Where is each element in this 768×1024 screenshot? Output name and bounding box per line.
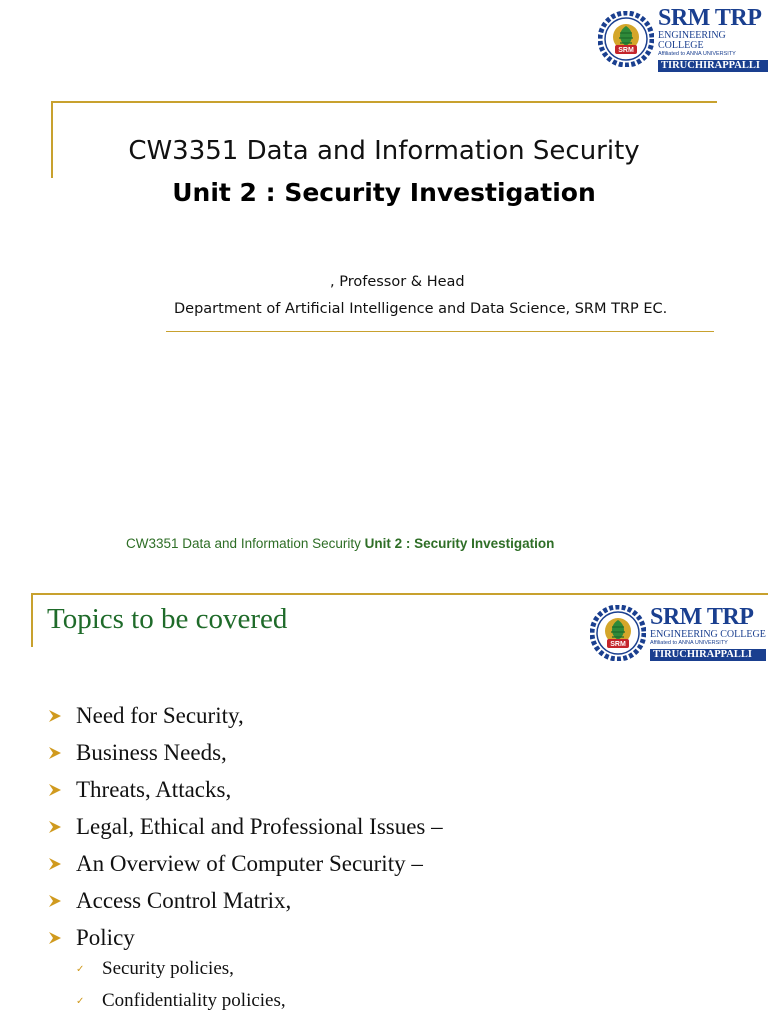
arrow-bullet-icon <box>48 894 62 908</box>
check-bullet-icon: ✓ <box>76 995 85 1007</box>
college-logo <box>590 605 766 661</box>
list-item-text: Need for Security, <box>76 702 244 728</box>
list-item <box>48 845 443 882</box>
logo-name: SRM TRP <box>658 5 762 31</box>
arrow-bullet-icon <box>48 857 62 871</box>
logo-name: SRM TRP <box>650 604 754 630</box>
footer-course: CW3351 Data and Information Security <box>126 536 365 551</box>
slide-title: CW3351 Data and Information Security <box>128 136 640 166</box>
logo-affiliation: Affiliated to ANNA UNIVERSITY <box>658 51 736 57</box>
list-item-text: Access Control Matrix, <box>76 887 292 913</box>
check-bullet-icon: ✓ <box>76 963 85 975</box>
logo-subtitle: ENGINEERING COLLEGE <box>658 30 726 51</box>
arrow-bullet-icon <box>48 783 62 797</box>
college-logo <box>598 6 768 72</box>
college-emblem-icon <box>598 11 654 67</box>
arrow-bullet-icon <box>48 746 62 760</box>
slide-footer <box>126 536 554 551</box>
list-item-text: An Overview of Computer Security – <box>76 850 423 876</box>
list-item-text: Legal, Ethical and Professional Issues – <box>76 813 443 839</box>
policy-sublist <box>76 953 286 1017</box>
list-item <box>48 734 443 771</box>
topics-list <box>48 697 443 956</box>
sub-list-item-text: Confidentiality policies, <box>102 990 286 1011</box>
department-line: Department of Artificial Intelligence and Data Science, SRM TRP EC. <box>174 301 668 317</box>
presenter-line: , Professor & Head <box>330 274 465 290</box>
accent-top-line <box>51 101 717 103</box>
list-item-text: Policy <box>76 924 135 950</box>
footer-unit: Unit 2 : Security Investigation <box>364 536 555 551</box>
arrow-bullet-icon <box>48 709 62 723</box>
logo-text <box>658 6 768 72</box>
sub-list-item-text: Security policies, <box>102 958 234 979</box>
arrow-bullet-icon <box>48 820 62 834</box>
list-item <box>48 882 443 919</box>
sub-list-item <box>76 953 286 985</box>
topics-title: Topics to be covered <box>47 603 288 635</box>
list-item <box>48 919 443 956</box>
logo-affiliation: Affiliated to ANNA UNIVERSITY <box>650 640 728 646</box>
svg-text:SRM: SRM <box>610 641 626 648</box>
topics-slide <box>0 575 768 1024</box>
list-item <box>48 808 443 845</box>
list-item-text: Threats, Attacks, <box>76 776 232 802</box>
accent-divider <box>166 331 714 332</box>
list-item <box>48 697 443 734</box>
accent-top-line <box>31 593 768 595</box>
slide-subtitle: Unit 2 : Security Investigation <box>172 178 596 207</box>
sub-list-item <box>76 985 286 1017</box>
college-emblem-icon <box>590 605 646 661</box>
logo-text <box>650 605 766 661</box>
arrow-bullet-icon <box>48 931 62 945</box>
accent-vertical-line <box>31 593 33 647</box>
logo-city: TIRUCHIRAPPALLI <box>650 649 766 662</box>
logo-subtitle: ENGINEERING COLLEGE <box>650 629 766 640</box>
list-item-text: Business Needs, <box>76 739 227 765</box>
list-item <box>48 771 443 808</box>
svg-text:SRM: SRM <box>618 47 634 54</box>
logo-city: TIRUCHIRAPPALLI <box>658 60 768 73</box>
